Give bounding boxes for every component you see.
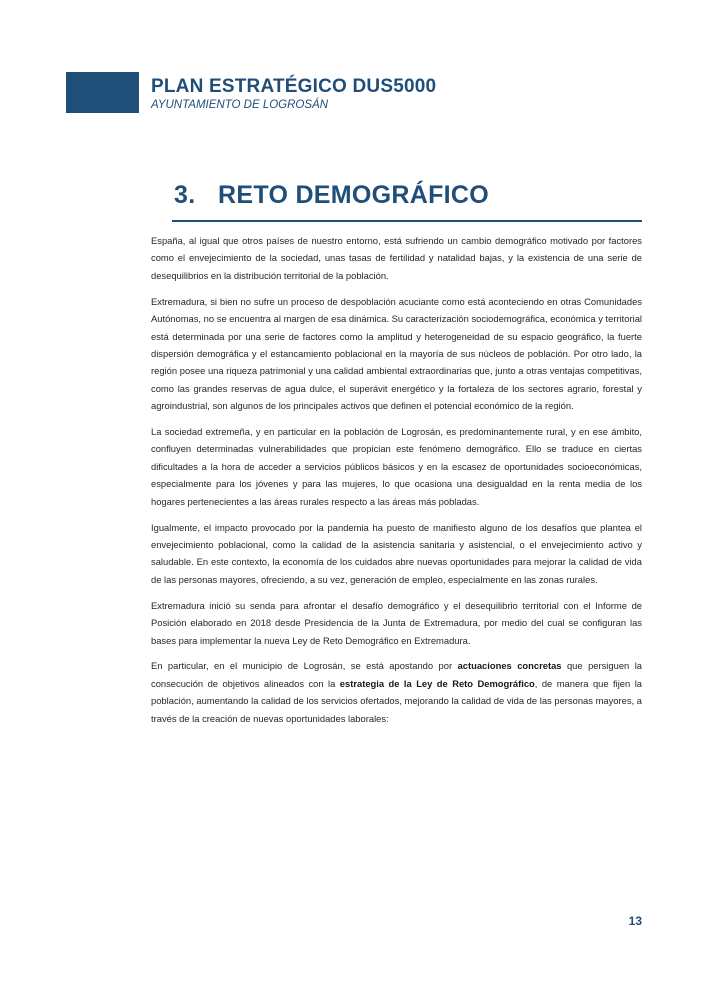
paragraph-6 <box>151 657 642 727</box>
paragraph-6-bold-1: actuaciones concretas <box>457 660 562 672</box>
paragraph-5: Extremadura inició su senda para afrontar el desafío demográfico y el desequilibrio territorial con el Informe de Posición elaborado en 2018 desde Presidencia de la Junta de Extremadura, por medio del cual se configuran las bases para implementar la nueva Ley de Reto Demográfico en Extremadura. <box>151 599 642 646</box>
paragraph-6-text-3: , de manera que fijen la población, aumentando la calidad de los servicios ofertados, mejorando la calidad de vida de las personas mayores, a través de la creación de nuevas oportunidades laborales: <box>151 677 642 724</box>
paragraph-6-text-1: En particular, en el municipio de Logrosán, se está apostando por <box>151 660 458 672</box>
paragraph-6-bold-2: estrategia de la Ley de Reto Demográfico <box>339 677 535 689</box>
section-number: 3. <box>174 181 196 209</box>
body-text <box>151 232 642 736</box>
section-heading <box>174 181 489 210</box>
document-subtitle: AYUNTAMIENTO DE LOGROSÁN <box>151 99 328 111</box>
paragraph-3: La sociedad extremeña, y en particular en la población de Logrosán, es predominantemente rural, y en ese ámbito, confluyen determinadas vulnerabilidades que propician este fenómeno demográfico. Ello se traduce en ciertas dificultades a la hora de acceder a servicios públicos básicos y en la escasez de oportunidades socioeconómicas, especialmente para los jóvenes y para las mujeres, lo que ocasiona una desigualdad en la renta media de los hogares pertenecientes a las áreas rurales respecto a las áreas más pobladas. <box>151 426 642 507</box>
header-color-block <box>66 72 139 113</box>
paragraph-4: Igualmente, el impacto provocado por la pandemia ha puesto de manifiesto alguno de los desafíos que plantea el envejecimiento poblacional, como la calidad de la asistencia sanitaria y asistencial, o el envejecimiento activo y saludable. En este contexto, la economía de los cuidados abre nuevas oportunidades para mejorar la calidad de vida de las personas mayores, ofreciendo, a su vez, generación de empleo, especialmente en las zonas rurales. <box>151 521 642 585</box>
paragraph-1: España, al igual que otros países de nuestro entorno, está sufriendo un cambio demográfico motivado por factores como el envejecimiento de la sociedad, unas tasas de fertilidad y natalidad bajas, y la existencia de una serie de desequilibrios en la distribución territorial de la población. <box>151 235 642 281</box>
document-title: PLAN ESTRATÉGICO DUS5000 <box>151 76 437 97</box>
paragraph-2: Extremadura, si bien no sufre un proceso de despoblación acuciante como está aconteciendo en otras Comunidades Autónomas, no se encuentra al margen de esa dinámica. Su caracterización sociodemográfica, económica y territorial está determinada por una serie de factores como la amplitud y heterogeneidad de su espacio geográfico, la fuerte dispersión demográfica y el estancamiento poblacional en la mayoría de sus núcleos de población. Por otro lado, la región posee una riqueza patrimonial y una calidad ambiental extraordinarias que, junto a otras ventajas competitivas, como las grandes reservas de agua dulce, el superávit energético y la fortaleza de los sectores agrario, forestal y agroindustrial, son algunos de los principales activos que definen el potencial económico de la región. <box>151 295 642 412</box>
section-title: RETO DEMOGRÁFICO <box>218 181 490 209</box>
heading-underline <box>172 220 642 222</box>
paragraph-6-text-2: que persiguen la consecución de objetivos alineados con la <box>151 660 643 689</box>
page-number: 13 <box>628 914 642 928</box>
